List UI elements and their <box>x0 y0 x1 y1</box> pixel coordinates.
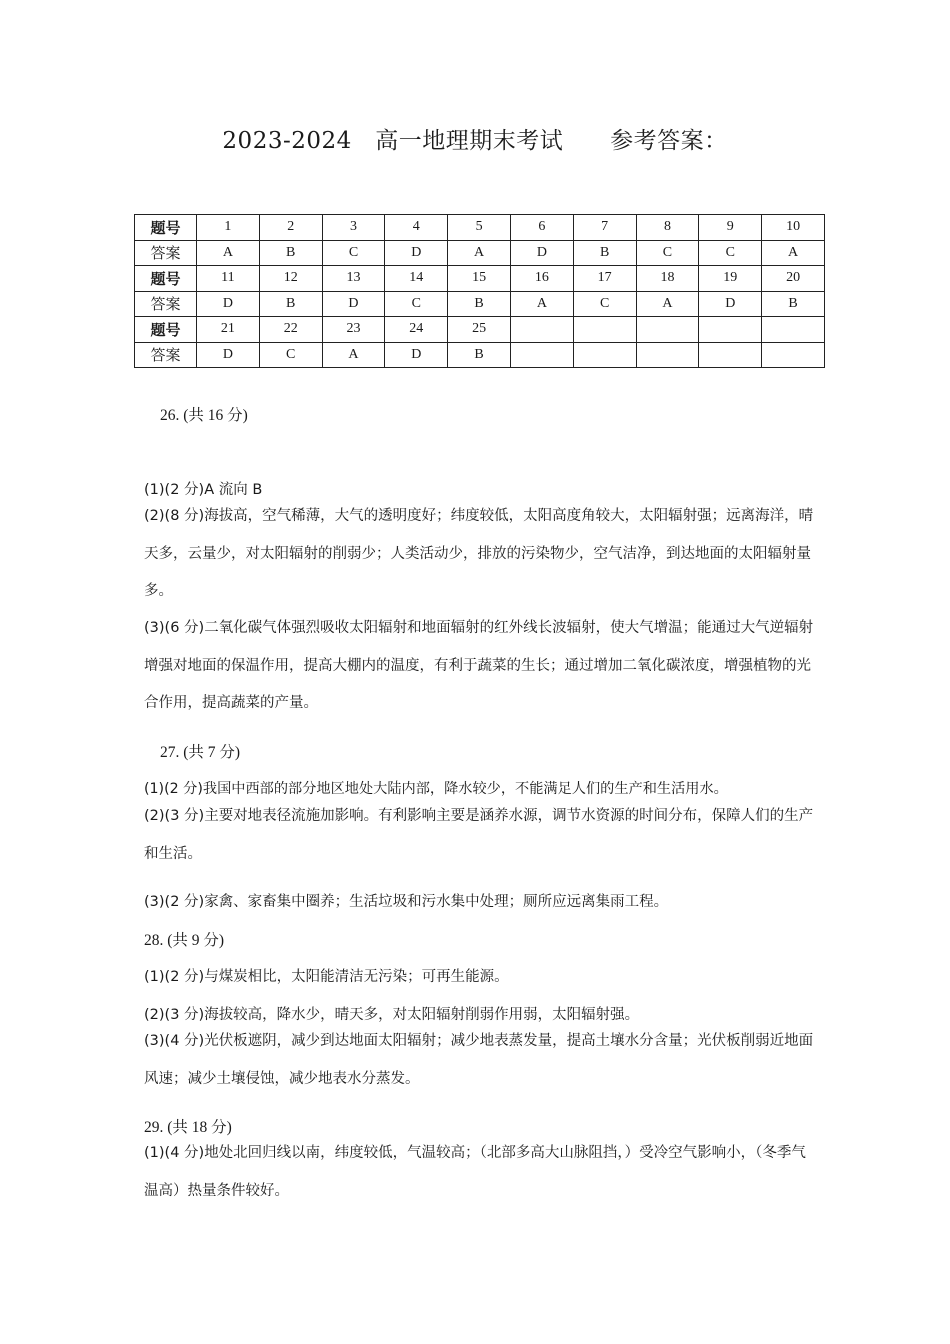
table-cell: 22 <box>259 317 322 343</box>
table-cell: 16 <box>510 266 573 292</box>
table-cell: 18 <box>636 266 699 292</box>
table-row-answers <box>135 291 825 317</box>
table-cell: 10 <box>762 215 825 241</box>
table-cell: D <box>385 240 448 266</box>
table-row-question-numbers <box>135 266 825 292</box>
table-cell <box>699 317 762 343</box>
table-cell: B <box>448 291 511 317</box>
table-cell: 9 <box>699 215 762 241</box>
table-cell: 24 <box>385 317 448 343</box>
row-label: 答案 <box>135 342 197 368</box>
table-cell: 1 <box>197 215 260 241</box>
table-cell: C <box>699 240 762 266</box>
table-cell: 20 <box>762 266 825 292</box>
table-cell: 19 <box>699 266 762 292</box>
table-cell: 12 <box>259 266 322 292</box>
table-cell: A <box>448 240 511 266</box>
q26-answer-3: (3)(6 分)二氧化碳气体强烈吸收太阳辐射和地面辐射的红外线长波辐射，使大气增温；能通过大气逆辐射增强对地面的保温作用，提高大棚内的温度，有利于蔬菜的生长；通过增加二氧化碳浓度，增强植物的光合作用，提高蔬菜的产量。 <box>144 620 814 711</box>
table-cell: 15 <box>448 266 511 292</box>
q27-heading: 27. (共 7 分) <box>160 744 241 761</box>
table-cell: 7 <box>573 215 636 241</box>
title-subtitle: 参考答案： <box>610 128 728 154</box>
row-label: 答案 <box>135 240 197 266</box>
table-cell: B <box>573 240 636 266</box>
q28-answer-2: (2)(3 分)海拔较高，降水少，晴天多，对太阳辐射削弱作用弱，太阳辐射强。 <box>144 1007 640 1023</box>
table-cell: 6 <box>510 215 573 241</box>
q28-answer-1: (1)(2 分)与煤炭相比，太阳能清洁无污染；可再生能源。 <box>144 969 509 985</box>
table-cell: A <box>197 240 260 266</box>
table-cell: D <box>197 291 260 317</box>
title-year: 2023-2024 <box>222 128 352 154</box>
table-row-answers <box>135 240 825 266</box>
table-cell: 2 <box>259 215 322 241</box>
table-cell: D <box>385 342 448 368</box>
table-cell: C <box>259 342 322 368</box>
table-cell: 21 <box>197 317 260 343</box>
table-cell <box>510 342 573 368</box>
q26-answer-1: (1)(2 分)A 流向 B <box>144 482 263 498</box>
q26-heading: 26. (共 16 分) <box>160 407 248 424</box>
table-cell: 13 <box>322 266 385 292</box>
q28-heading: 28. (共 9 分) <box>144 932 225 949</box>
table-cell: 23 <box>322 317 385 343</box>
q28-answer-3: (3)(4 分)光伏板遮阴，减少到达地面太阳辐射；减少地表蒸发量，提高土壤水分含量；光伏板削弱近地面风速；减少土壤侵蚀，减少地表水分蒸发。 <box>144 1033 814 1087</box>
table-cell: D <box>197 342 260 368</box>
table-cell: 11 <box>197 266 260 292</box>
table-cell: A <box>322 342 385 368</box>
table-cell <box>573 342 636 368</box>
table-cell: A <box>510 291 573 317</box>
table-cell: 17 <box>573 266 636 292</box>
table-row-question-numbers <box>135 317 825 343</box>
table-cell: 3 <box>322 215 385 241</box>
table-cell <box>510 317 573 343</box>
table-cell: D <box>322 291 385 317</box>
table-cell: 5 <box>448 215 511 241</box>
table-row-question-numbers <box>135 215 825 241</box>
table-cell: C <box>573 291 636 317</box>
row-label: 题号 <box>135 215 197 241</box>
table-cell: B <box>259 291 322 317</box>
table-cell: A <box>636 291 699 317</box>
q27-answer-3: (3)(2 分)家禽、家畜集中圈养；生活垃圾和污水集中处理；厕所应远离集雨工程。 <box>144 894 669 910</box>
table-cell: A <box>762 240 825 266</box>
table-cell: 8 <box>636 215 699 241</box>
table-cell <box>762 317 825 343</box>
table-cell <box>573 317 636 343</box>
table-cell: B <box>448 342 511 368</box>
table-cell <box>636 317 699 343</box>
table-cell: D <box>699 291 762 317</box>
table-cell: B <box>762 291 825 317</box>
q26-answer-2: (2)(8 分)海拔高，空气稀薄，大气的透明度好；纬度较低，太阳高度角较大，太阳辐射强；远离海洋，晴天多，云量少，对太阳辐射的削弱少；人类活动少，排放的污染物少，空气洁净，到达地面的太阳辐射量多。 <box>144 508 814 599</box>
table-cell: D <box>510 240 573 266</box>
q27-answer-1: (1)(2 分)我国中西部的部分地区地处大陆内部，降水较少，不能满足人们的生产和生活用水。 <box>144 781 728 797</box>
q29-heading: 29. (共 18 分) <box>144 1119 232 1136</box>
table-cell: C <box>636 240 699 266</box>
table-cell: 25 <box>448 317 511 343</box>
answer-table <box>134 214 825 368</box>
q27-answer-2: (2)(3 分)主要对地表径流施加影响。有利影响主要是涵养水源，调节水资源的时间分布，保障人们的生产和生活。 <box>144 808 814 862</box>
table-row-answers <box>135 342 825 368</box>
table-cell <box>699 342 762 368</box>
table-cell: C <box>385 291 448 317</box>
row-label: 题号 <box>135 266 197 292</box>
q29-answer-1: (1)(4 分)地处北回归线以南，纬度较低，气温较高；（北部多高大山脉阻挡，）受冷空气影响小，（冬季气温高）热量条件较好。 <box>144 1145 806 1199</box>
table-cell <box>762 342 825 368</box>
page-title <box>0 122 950 155</box>
title-exam: 高一地理期末考试 <box>375 128 564 154</box>
table-cell: B <box>259 240 322 266</box>
table-cell: 4 <box>385 215 448 241</box>
table-cell: C <box>322 240 385 266</box>
table-cell: 14 <box>385 266 448 292</box>
row-label: 题号 <box>135 317 197 343</box>
row-label: 答案 <box>135 291 197 317</box>
table-cell <box>636 342 699 368</box>
